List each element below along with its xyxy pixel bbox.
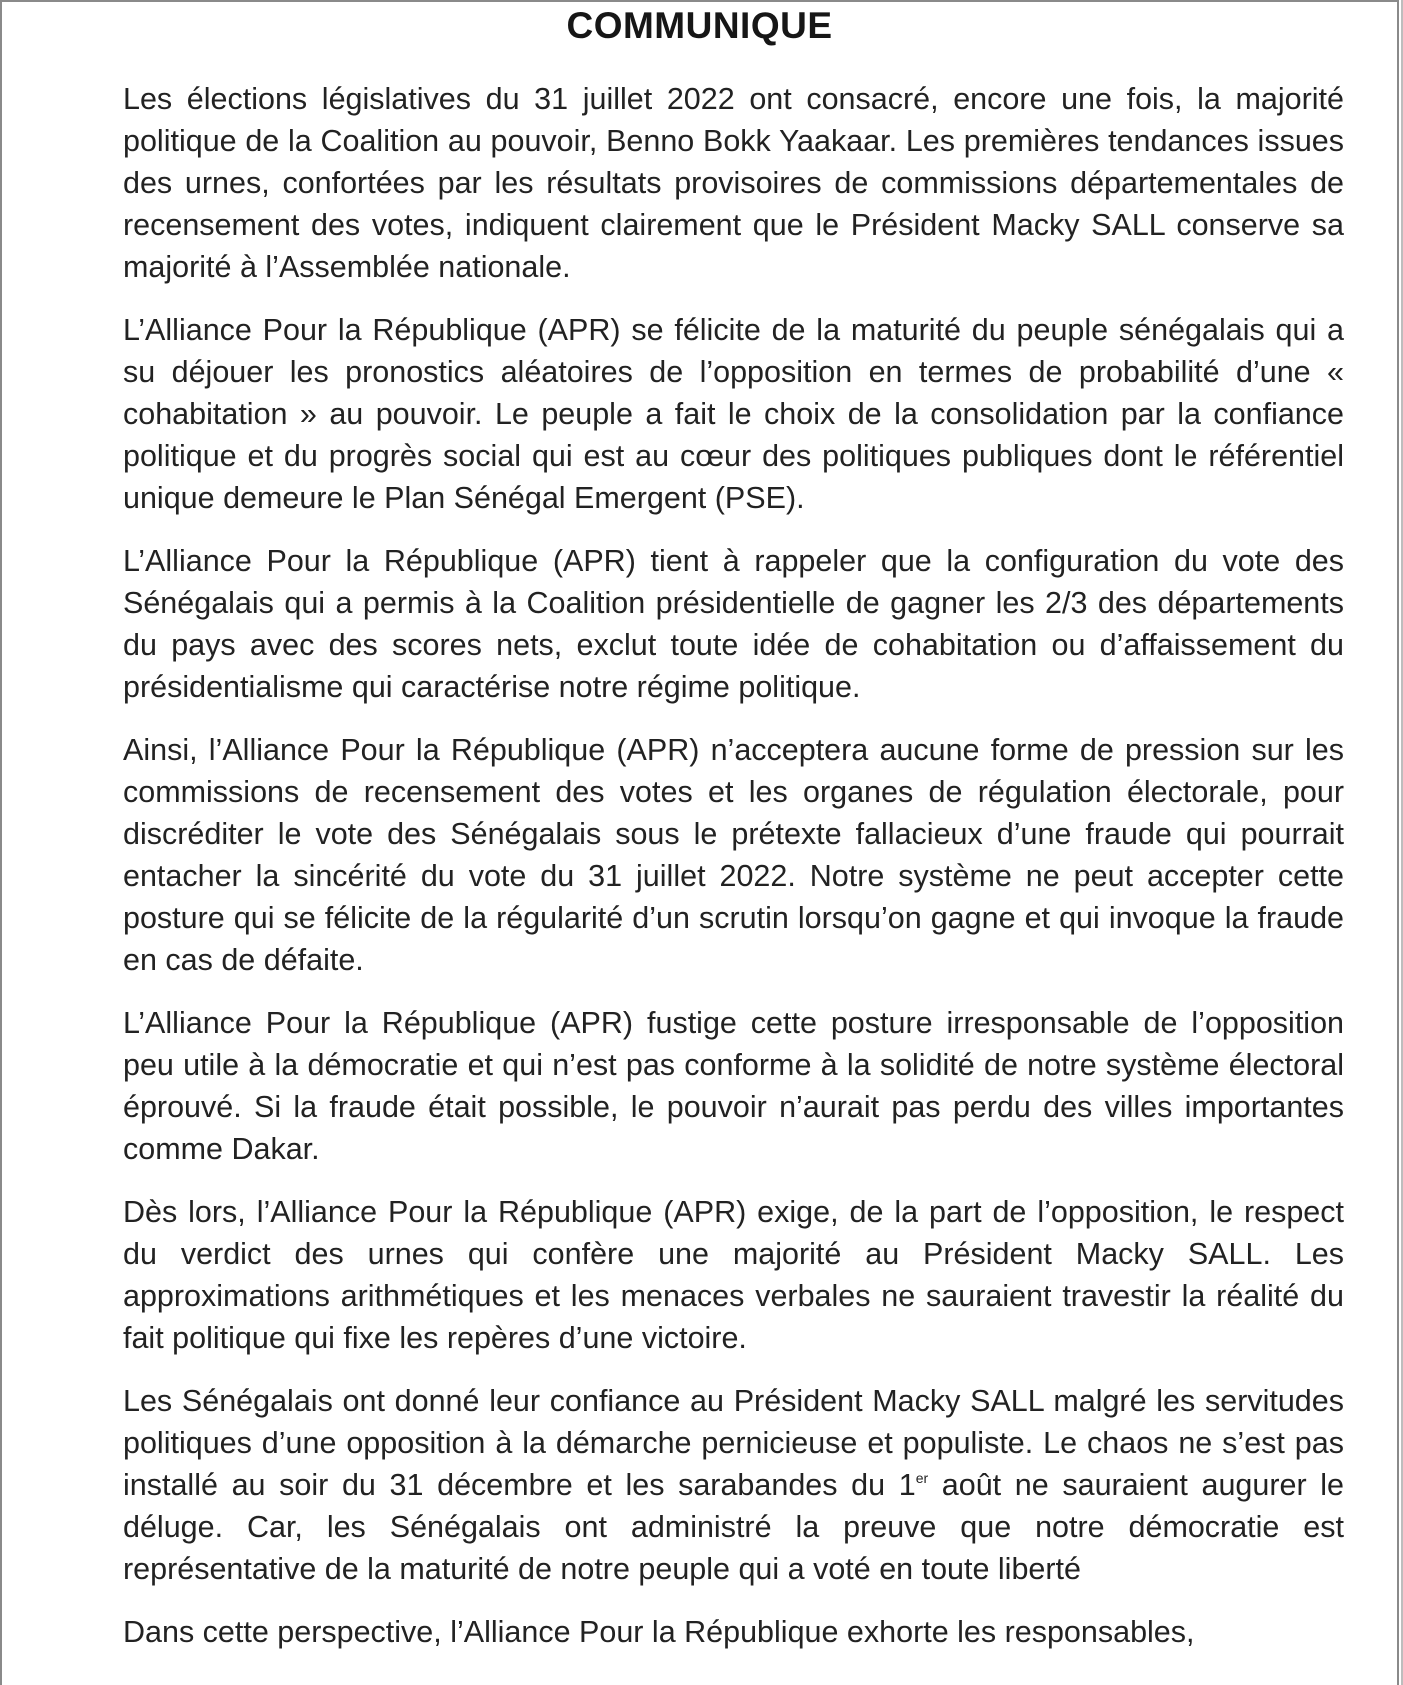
paragraph-7: [123, 1380, 1344, 1590]
paragraph-7-text-b: août ne sauraient augurer le déluge. Car, les Sénégalais ont administré la preuve que notre démocratie est représentative de la maturité de notre peuple qui a voté en toute liberté: [123, 1468, 1345, 1586]
paragraph-7-text-a: Les Sénégalais ont donné leur confiance au Président Macky SALL malgré les servitudes politiques d’une opposition à la démarche pernicieuse et populiste. Le chaos ne s’est pas installé au soir du 31 décembre et les sarabandes du 1: [123, 1384, 1344, 1502]
ordinal-superscript: er: [915, 1470, 929, 1486]
paragraph-1: Les élections législatives du 31 juillet 2022 ont consacré, encore une fois, la majorité politique de la Coalition au pouvoir, Benno Bokk Yaakaar. Les premières tendances issues des urnes, confortées par les résultats provisoires de commissions départementales de recensement des votes, indiquent clairement que le Président Macky SALL conserve sa majorité à l’Assemblée nationale.: [123, 82, 1344, 284]
paragraph-4: Ainsi, l’Alliance Pour la République (APR) n’acceptera aucune forme de pression sur les commissions de recensement des votes et les organes de régulation électorale, pour discréditer le vote des Sénégalais sous le prétexte fallacieux d’une fraude qui pourrait entacher la sincérité du vote du 31 juillet 2022. Notre système ne peut accepter cette posture qui se félicite de la régularité d’un scrutin lorsqu’on gagne et qui invoque la fraude en cas de défaite.: [123, 733, 1344, 977]
document-title: COMMUNIQUE: [566, 5, 833, 46]
paragraph-8: Dans cette perspective, l’Alliance Pour la République exhorte les responsables,: [123, 1615, 1195, 1649]
paragraph-5: L’Alliance Pour la République (APR) fustige cette posture irresponsable de l’opposition peu utile à la démocratie et qui n’est pas conforme à la solidité de notre système électoral éprouvé. Si la fraude était possible, le pouvoir n’aurait pas perdu des villes importantes comme Dakar.: [123, 1006, 1344, 1166]
paragraph-2: L’Alliance Pour la République (APR) se félicite de la maturité du peuple sénégalais qui a su déjouer les pronostics aléatoires de l’opposition en termes de probabilité d’une « cohabitation » au pouvoir. Le peuple a fait le choix de la consolidation par la confiance politique et du progrès social qui est au cœur des politiques publiques dont le référentiel unique demeure le Plan Sénégal Emergent (PSE).: [123, 313, 1344, 515]
document-body: [123, 78, 1344, 1653]
paragraph-6: Dès lors, l’Alliance Pour la République (APR) exige, de la part de l’opposition, le respect du verdict des urnes qui confère une majorité au Président Macky SALL. Les approximations arithmétiques et les menaces verbales ne sauraient travestir la réalité du fait politique qui fixe les repères d’une victoire.: [123, 1195, 1344, 1355]
paragraph-3: L’Alliance Pour la République (APR) tient à rappeler que la configuration du vote des Sénégalais qui a permis à la Coalition présidentielle de gagner les 2/3 des départements du pays avec des scores nets, exclut toute idée de cohabitation ou d’affaissement du présidentialisme qui caractérise notre régime politique.: [123, 544, 1344, 704]
